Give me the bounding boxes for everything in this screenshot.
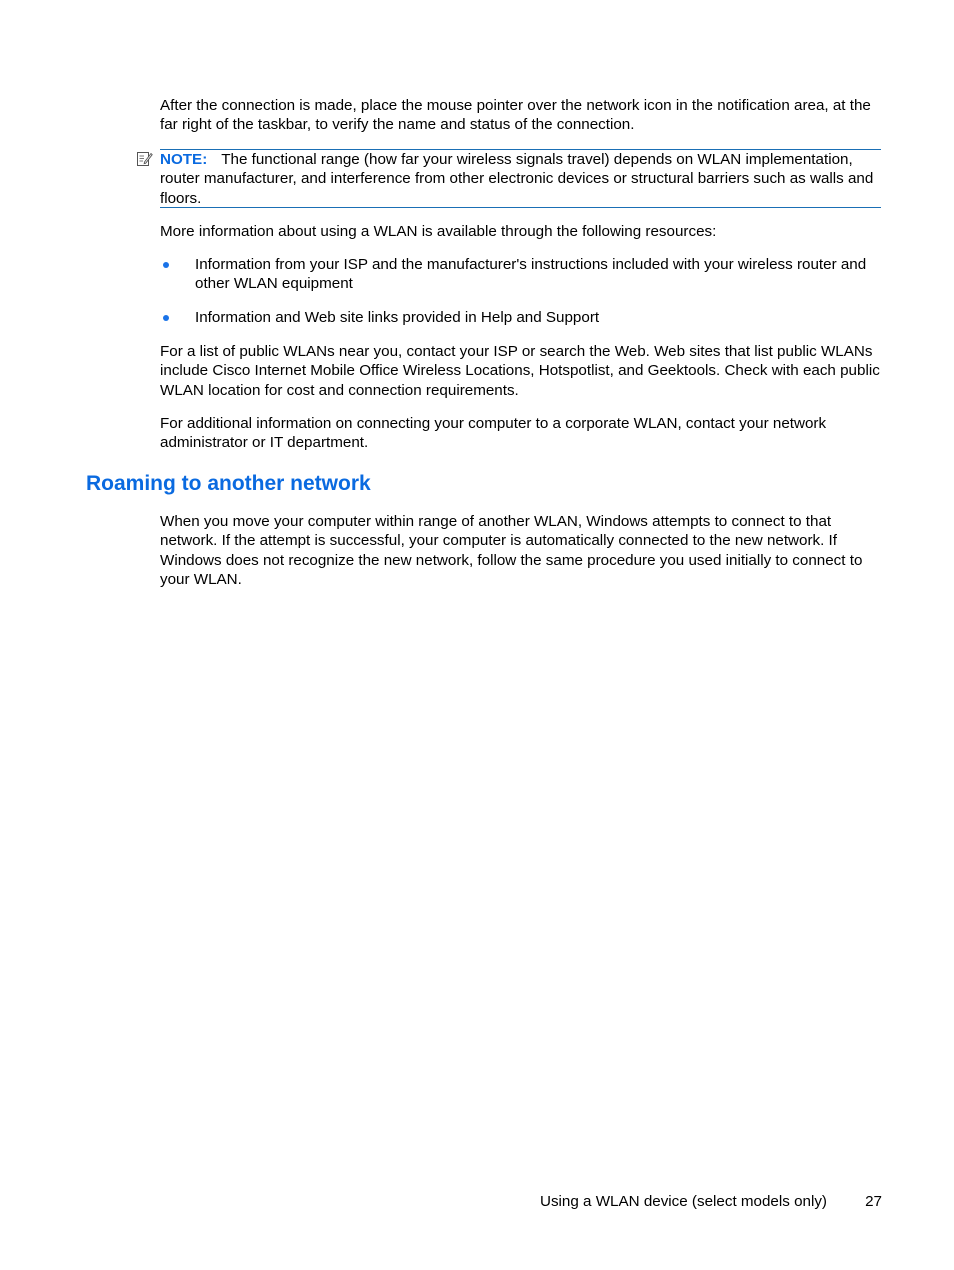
note-box	[160, 149, 881, 208]
bullet-dot-icon	[163, 315, 169, 321]
page-number: 27	[865, 1193, 882, 1210]
note-text: The functional range (how far your wireless signals travel) depends on WLAN implementation, router manufacturer, and interference from other electronic devices or structural barriers such as walls and floors.	[160, 151, 874, 207]
paragraph-corporate-wlan: For additional information on connecting your computer to a corporate WLAN, contact your network administrator or IT department.	[160, 415, 827, 452]
page-footer	[540, 1192, 882, 1211]
bullet-dot-icon	[163, 262, 169, 268]
note-label: NOTE:	[160, 151, 208, 168]
footer-title: Using a WLAN device (select models only)	[540, 1193, 827, 1210]
paragraph-public-wlans: For a list of public WLANs near you, contact your ISP or search the Web. Web sites that list public WLANs include Cisco Internet Mobile Office Wireless Locations, Hotspotlist, and Geektools. Check with each public WLAN location for cost and connection requirements.	[160, 343, 880, 399]
note-pencil-icon	[136, 150, 153, 167]
paragraph-connection-verify: After the connection is made, place the mouse pointer over the network icon in the notification area, at the far right of the taskbar, to verify the name and status of the connection.	[160, 97, 871, 134]
note-paragraph	[160, 150, 884, 208]
list-item-text: Information from your ISP and the manufacturer's instructions included with your wireless router and other WLAN equipment	[195, 256, 867, 293]
paragraph-roaming: When you move your computer within range of another WLAN, Windows attempts to connect to that network. If the attempt is successful, your computer is automatically connected to the new network. If Windows does not recognize the new network, follow the same procedure you used initially to connect to your WLAN.	[160, 513, 863, 589]
list-item-text: Information and Web site links provided in Help and Support	[195, 309, 600, 326]
section-heading: Roaming to another network	[86, 472, 371, 495]
paragraph-more-information: More information about using a WLAN is available through the following resources:	[160, 223, 717, 240]
